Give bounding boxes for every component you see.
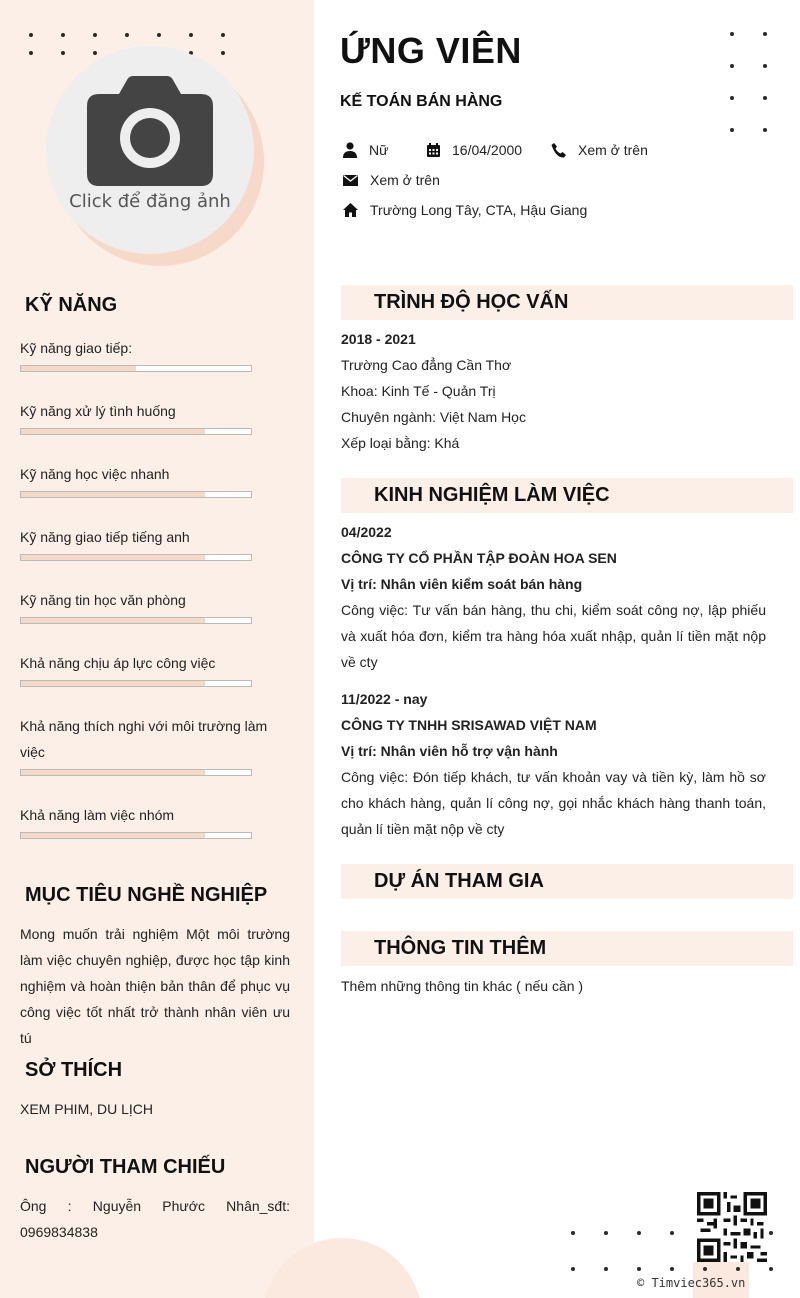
objective-text: Mong muốn trải nghiệm Một môi trường làm việc chuyên nghiệp, được học tập kinh nghiệm và hoàn thiện bản thân để phục vụ công việc tốt nhất trở thành nhân viên ưu tú (20, 926, 290, 1046)
avatar-upload[interactable] (46, 46, 254, 254)
experience-entry (341, 519, 766, 675)
experience-title: KINH NGHIỆM LÀM VIỆC (374, 484, 610, 506)
camera-icon (87, 76, 213, 186)
reference-title: NGƯỜI THAM CHIẾU (25, 1156, 226, 1178)
additional-title: THÔNG TIN THÊM (374, 937, 547, 959)
skill-item (20, 713, 280, 776)
skill-name: Kỹ năng học việc nhanh (20, 466, 170, 482)
person-icon (343, 142, 357, 158)
skill-item (20, 335, 280, 372)
skill-bar-fill (21, 429, 205, 434)
copyright-text: © Timviec365.vn (637, 1276, 746, 1290)
skill-bar-fill (21, 618, 205, 623)
hobbies-text: XEM PHIM, DU LỊCH (20, 1101, 154, 1117)
education-entry (341, 326, 766, 456)
skill-bar-fill (21, 770, 205, 775)
skill-item (20, 524, 280, 561)
phone-info (551, 142, 648, 158)
skill-bar-fill (21, 555, 205, 560)
education-title: TRÌNH ĐỘ HỌC VẤN (374, 291, 569, 313)
skill-name: Khả năng thích nghi với môi trường làm việc (20, 718, 268, 760)
experience-section-header (341, 478, 793, 513)
hobbies-title: SỞ THÍCH (25, 1059, 123, 1081)
phone-icon (551, 143, 566, 158)
skill-item (20, 802, 280, 839)
calendar-icon (427, 143, 440, 157)
projects-title: DỰ ÁN THAM GIA (374, 870, 544, 892)
experience-period: 04/2022 (341, 524, 392, 540)
skill-bar (20, 680, 252, 687)
skill-name: Khả năng làm việc nhóm (20, 807, 175, 823)
additional-text: Thêm những thông tin khác ( nếu cần ) (341, 978, 584, 994)
skill-bar-fill (21, 366, 136, 371)
skill-bar-fill (21, 681, 205, 686)
skills-title: KỸ NĂNG (25, 294, 118, 316)
experience-description: Công việc: Đón tiếp khách, tư vấn khoản vay và tiền kỳ, làm hồ sơ cho khách hàng, quản lí công nợ, gọi nhắc khách hàng thanh toán, quản lí tiền mặt nộp về cty (341, 769, 766, 837)
skill-item (20, 587, 280, 624)
skill-name: Khả năng chịu áp lực công việc (20, 655, 216, 671)
skill-bar-fill (21, 833, 205, 838)
experience-period: 11/2022 - nay (341, 691, 428, 707)
skill-bar (20, 491, 252, 498)
skill-bar (20, 365, 252, 372)
education-section-header (341, 285, 793, 320)
experience-company: CÔNG TY CỔ PHẦN TẬP ĐOÀN HOA SEN (341, 550, 617, 566)
experience-role: Vị trí: Nhân viên kiểm soát bán hàng (341, 576, 583, 592)
address-info (343, 202, 587, 218)
sidebar (0, 0, 314, 1298)
email-info (343, 172, 440, 188)
experience-company: CÔNG TY TNHH SRISAWAD VIỆT NAM (341, 717, 597, 733)
birthday-info (427, 142, 522, 158)
skill-name: Kỹ năng giao tiếp tiếng anh (20, 529, 190, 545)
gender-value: Nữ (369, 142, 389, 158)
skill-bar (20, 769, 252, 776)
skill-name: Kỹ năng xử lý tình huống (20, 403, 176, 419)
skill-bar (20, 554, 252, 561)
avatar-upload-label: Click để đăng ảnh (69, 191, 231, 212)
skill-bar (20, 428, 252, 435)
objective-title: MỤC TIÊU NGHỀ NGHIỆP (25, 884, 268, 906)
gender-info (343, 142, 388, 158)
skill-item (20, 461, 280, 498)
skill-bar (20, 617, 252, 624)
skill-name: Kỹ năng tin học văn phòng (20, 592, 186, 608)
education-school: Trường Cao đẳng Cần Thơ (341, 357, 512, 373)
qr-code-icon (697, 1192, 767, 1262)
phone-value: Xem ở trên (578, 142, 648, 158)
experience-description: Công việc: Tư vấn bán hàng, thu chi, kiểm soát công nợ, lập phiếu và xuất hóa đơn, kiểm tra hàng hóa xuất nhập, quản lí tiền mặt nộp về cty (341, 602, 766, 670)
skill-name: Kỹ năng giao tiếp: (20, 340, 133, 356)
skill-bar (20, 832, 252, 839)
education-period: 2018 - 2021 (341, 331, 416, 347)
education-faculty: Khoa: Kinh Tế - Quản Trị (341, 383, 496, 399)
skill-item (20, 398, 280, 435)
envelope-icon (343, 175, 358, 186)
experience-role: Vị trí: Nhân viên hỗ trợ vận hành (341, 743, 558, 759)
reference-text: Ông : Nguyễn Phước Nhân_sđt: 0969834838 (20, 1198, 290, 1240)
email-value: Xem ở trên (370, 172, 440, 188)
home-icon (343, 203, 358, 217)
education-grade: Xếp loại bằng: Khá (341, 435, 460, 451)
projects-section-header (341, 864, 793, 899)
skill-bar-fill (21, 492, 205, 497)
address-value: Trường Long Tây, CTA, Hậu Giang (370, 202, 588, 218)
additional-entry (341, 973, 766, 999)
birthday-value: 16/04/2000 (452, 142, 523, 158)
additional-section-header (341, 931, 793, 966)
experience-entry (341, 686, 766, 842)
education-major: Chuyên ngành: Việt Nam Học (341, 409, 526, 425)
skill-item (20, 650, 280, 687)
candidate-name: ỨNG VIÊN (340, 30, 522, 71)
candidate-position: KẾ TOÁN BÁN HÀNG (340, 93, 503, 110)
decorative-dots-top-right (730, 32, 796, 132)
